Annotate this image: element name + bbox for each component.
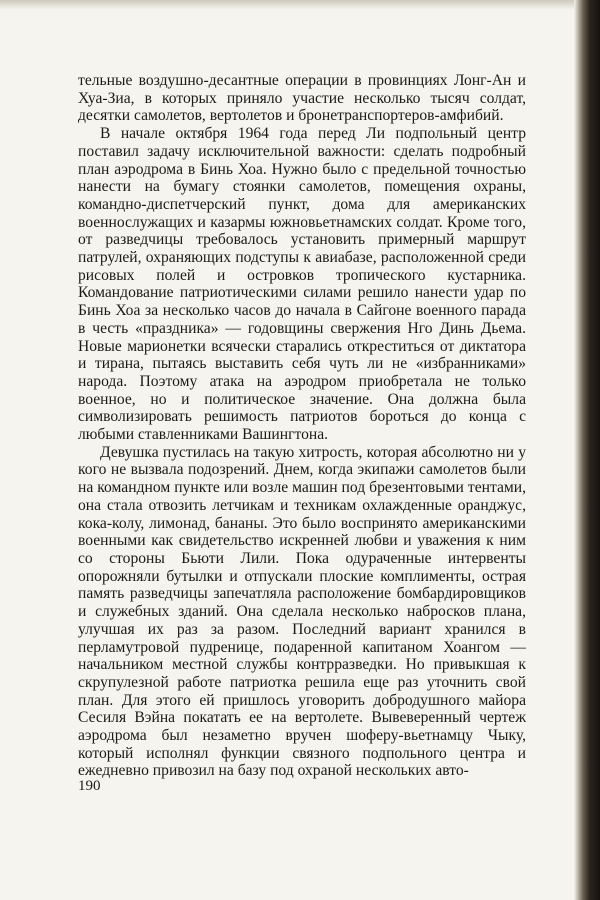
paragraph-airfield-plan-task: В начале октября 1964 года перед Ли подпольный центр поставил задачу исключительной важности: сделать подробный план аэродрома в Бинь Хоа. Нужно было с предельной точностью нанести на бумагу стоянки самолетов, помещения охраны, командно-диспетчерский пункт, дома для американских военнослужащих и казармы южновьетнамских солдат. Кроме того, от разведчицы требовалось установить примерный маршрут патрулей, охраняющих подступы к авиабазе, расположенной среди рисовых полей и островков тропического кустарника. Командование патриотическими силами решило нанести удар по Бинь Хоа за несколько часов до начала в Сайгоне военного парада в честь «праздника» — годовщины свержения Нго Динь Дьема. Новые марионетки всячески старались откреститься от диктатора и тирана, пытаясь выставить себя чуть ли не «избранниками» народа. Поэтому атака на аэродром приобретала не только военное, но и политическое значение. Она должна была символизировать решимость патриотов бороться до конца с любыми ставленниками Вашингтона. (78, 125, 526, 444)
body-text (78, 72, 526, 780)
page-top-shadow (0, 0, 600, 10)
book-spine-edge (574, 0, 600, 900)
page-number: 190 (78, 778, 101, 794)
paragraph-continuation: тельные воздушно-десантные операции в провинциях Лонг-Ан и Хуа-Зиа, в которых приняло участие несколько тысяч солдат, десятки самолетов, вертолетов и бронетранспортеров-амфибий. (78, 72, 526, 125)
paragraph-girl-trick: Девушка пустилась на такую хитрость, которая абсолютно ни у кого не вызвала подозрений. Днем, когда экипажи самолетов были на командном пункте или возле машин под брезентовыми тентами, она стала отвозить летчикам и техникам охлажденные оранджус, кока-колу, лимонад, бананы. Это было воспринято американскими военными как свидетельство искренней любви и уважения к ним со стороны Бьюти Лили. Пока одураченные интервенты опорожняли бутылки и отпускали плоские комплименты, острая память разведчицы запечатляла расположение бомбардировщиков и служебных зданий. Она сделала несколько набросков плана, улучшая их раз за разом. Последний вариант хранился в перламутровой пудренице, подаренной капитаном Хоангом — начальником местной службы контрразведки. Но привыкшая к скрупулезной работе патриотка решила еще раз уточнить свой план. Для этого ей пришлось уговорить добродушного майора Сесиля Вэйна покатать ее на вертолете. Вывеверенный чертеж аэродрома был незаметно вручен шоферу-вьетнамцу Чыку, который исполнял функции связного подпольного центра и ежедневно привозил на базу под охраной нескольких авто- (78, 443, 526, 780)
